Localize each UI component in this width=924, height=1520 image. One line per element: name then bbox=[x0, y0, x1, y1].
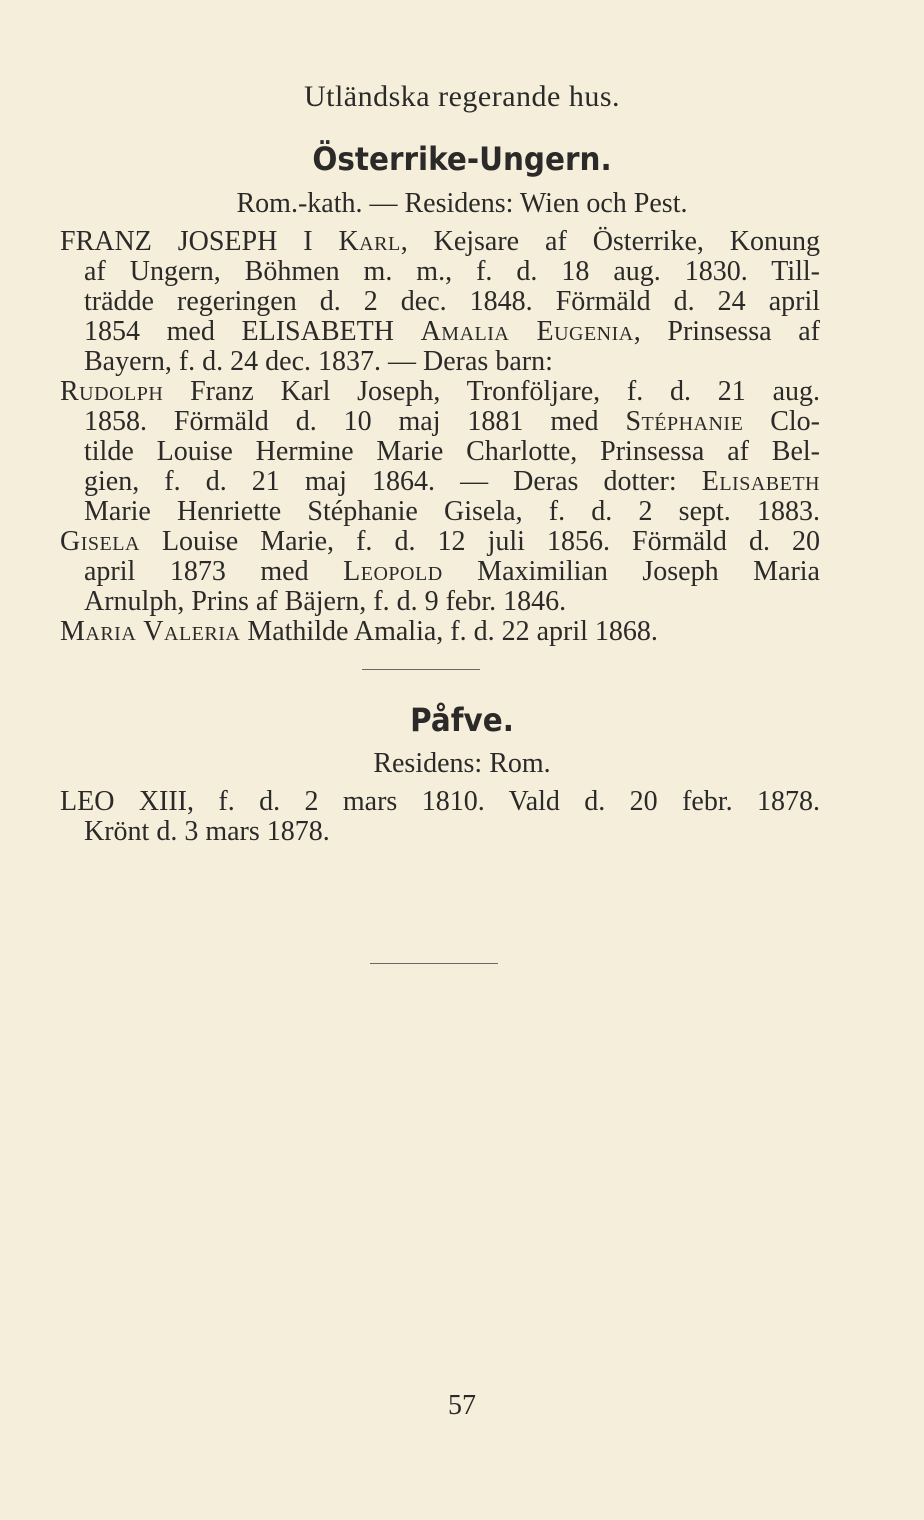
end-rule bbox=[370, 963, 498, 964]
austria-line-3: trädde regeringen d. 2 dec. 1848. Förmäld d. 24 april bbox=[84, 286, 820, 317]
austria-line-8: tilde Louise Hermine Marie Charlotte, Prinsessa af Bel- bbox=[84, 436, 820, 467]
austria-line-4: 1854 med ELISABETH Amalia Eugenia, Prinsessa af bbox=[84, 316, 820, 347]
pope-residence: Residens: Rom. bbox=[373, 748, 551, 779]
section-title-austria: Österrike-Ungern. bbox=[312, 140, 612, 178]
austria-line-13: Arnulph, Prins af Bäjern, f. d. 9 febr. 1846. bbox=[84, 586, 567, 617]
austria-residence: Rom.-kath. — Residens: Wien och Pest. bbox=[236, 188, 688, 219]
austria-line-14: Maria Valeria Mathilde Amalia, f. d. 22 april 1868. bbox=[60, 616, 658, 647]
section-title-pope: Påfve. bbox=[410, 701, 514, 739]
austria-line-10: Marie Henriette Stéphanie Gisela, f. d. 2 sept. 1883. bbox=[84, 496, 820, 527]
austria-line-5: Bayern, f. d. 24 dec. 1837. — Deras barn: bbox=[84, 346, 553, 377]
pope-line-1: LEO XIII, f. d. 2 mars 1810. Vald d. 20 febr. 1878. bbox=[60, 786, 820, 817]
section-divider bbox=[362, 669, 480, 670]
running-head: Utländska regerande hus. bbox=[303, 80, 621, 113]
austria-line-7: 1858. Förmäld d. 10 maj 1881 med Stéphanie Clo- bbox=[84, 406, 821, 437]
austria-line-12: april 1873 med Leopold Maximilian Joseph Maria bbox=[84, 556, 820, 587]
austria-line-11: Gisela Louise Marie, f. d. 12 juli 1856. Förmäld d. 20 bbox=[60, 526, 820, 557]
austria-line-6: Rudolph Franz Karl Joseph, Tronföljare, f. d. 21 aug. bbox=[60, 376, 820, 407]
austria-line-9: gien, f. d. 21 maj 1864. — Deras dotter: Elisabeth bbox=[84, 466, 820, 497]
pope-line-2: Krönt d. 3 mars 1878. bbox=[84, 816, 330, 847]
austria-line-2: af Ungern, Böhmen m. m., f. d. 18 aug. 1830. Till- bbox=[84, 256, 820, 287]
page-number: 57 bbox=[448, 1390, 476, 1421]
austria-line-1: FRANZ JOSEPH I Karl, Kejsare af Österrike, Konung bbox=[60, 226, 821, 257]
